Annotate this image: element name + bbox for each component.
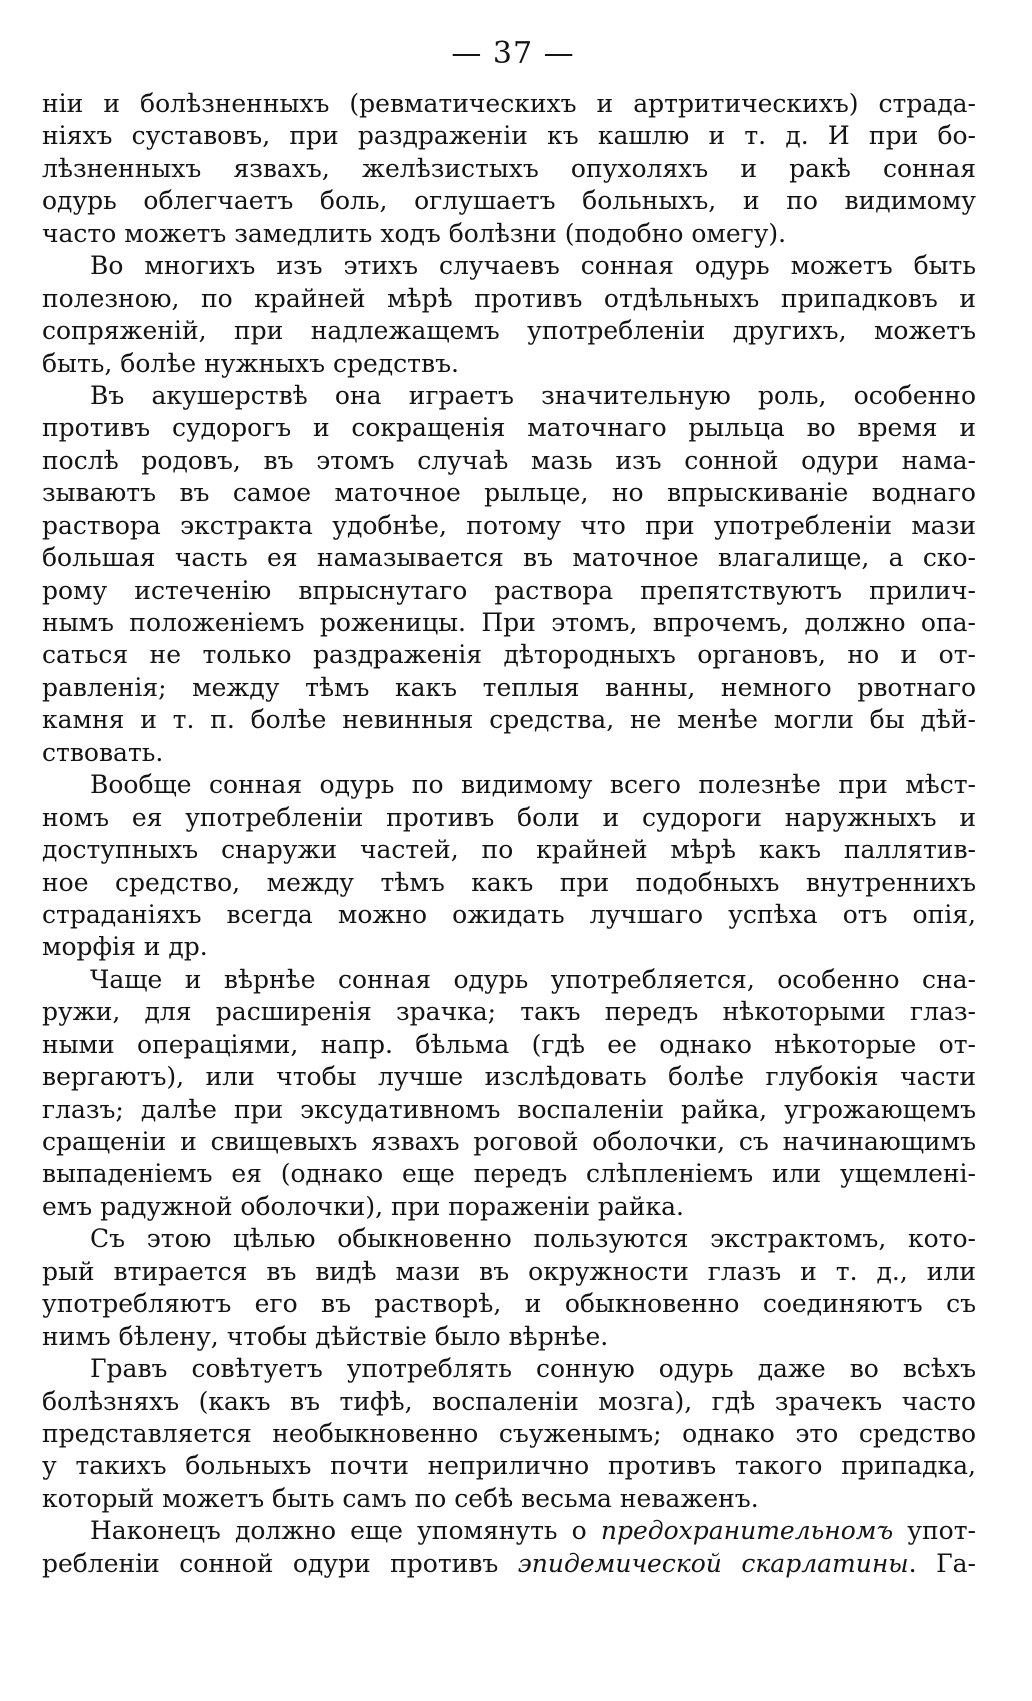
text-line: равленія; между тѣмъ какъ теплыя ванны, немного рвотнаго xyxy=(42,672,976,702)
text-line: у такихъ больныхъ почти неприлично противъ такого припадка, xyxy=(42,1451,976,1481)
text-line: Во многихъ изъ этихъ случаевъ сонная одурь можетъ быть xyxy=(90,251,976,281)
text-line: Съ этою цѣлью обыкновенно пользуются экстрактомъ, кото- xyxy=(90,1224,976,1254)
italic-phrase: предохранительномъ xyxy=(600,1516,894,1546)
text-line: рому истеченію впрыснутаго раствора препятствуютъ прилич- xyxy=(42,575,976,605)
text-line: номъ ея употребленіи противъ боли и судороги наружныхъ и xyxy=(42,802,976,832)
paragraph-3 xyxy=(42,380,976,769)
text-line: саться не только раздраженія дѣтородныхъ органовъ, но и от- xyxy=(42,640,976,670)
body-text xyxy=(42,88,976,1580)
text-line: лѣзненныхъ язвахъ, желѣзистыхъ опухоляхъ и ракѣ сонная xyxy=(42,153,976,183)
text-line: вергаютъ), или чтобы лучше изслѣдовать болѣе глубокія части xyxy=(42,1062,976,1092)
text-line: ружи, для расширенія зрачка; такъ передъ нѣкоторыми глаз- xyxy=(42,997,976,1027)
text-line: ное средство, между тѣмъ какъ при подобныхъ внутреннихъ xyxy=(42,867,976,897)
text-line: представляется необыкновенно съуженымъ; однако это средство xyxy=(42,1418,976,1448)
paragraph-7 xyxy=(42,1353,976,1515)
text-line: употребляютъ его въ растворѣ, и обыкновенно соединяютъ съ xyxy=(42,1289,976,1319)
paragraph-1 xyxy=(42,88,976,250)
text-line: рый втирается въ видѣ мази въ окружности глазъ и т. д., или xyxy=(42,1256,976,1286)
text-line: большая часть ея намазывается въ маточное влагалище, а ско- xyxy=(42,543,976,573)
paragraph-5 xyxy=(42,964,976,1224)
paragraph-8 xyxy=(42,1515,976,1580)
text-line: глазъ; далѣе при эксудативномъ воспаленіи райка, угрожающемъ xyxy=(42,1094,976,1124)
text-line: противъ судорогъ и сокращенія маточнаго рыльца во время и xyxy=(42,413,976,443)
text-line: ными операціями, напр. бѣльма (гдѣ ее однако нѣкоторые от- xyxy=(42,1029,976,1059)
text-line: одурь облегчаетъ боль, оглушаетъ больныхъ, и по видимому xyxy=(42,186,976,216)
page-number: — 37 — xyxy=(451,36,575,71)
text-line: ребленіи сонной одури противъ эпидемической скарлатины. Га- xyxy=(42,1548,976,1578)
text-line: Въ акушерствѣ она играетъ значительную роль, особенно xyxy=(90,380,976,410)
text-line: быть, болѣе нужныхъ средствъ. xyxy=(42,348,459,378)
text-line: сопряженій, при надлежащемъ употребленіи другихъ, можетъ xyxy=(42,316,976,346)
text-line: раствора экстракта удобнѣе, потому что при употребленіи мази xyxy=(42,510,976,540)
paragraph-2 xyxy=(42,250,976,380)
italic-phrase: эпидемической скарлатины xyxy=(517,1548,909,1578)
text-line: доступныхъ снаружи частей, по крайней мѣрѣ какъ паллятив- xyxy=(42,835,976,865)
text-line: морфія и др. xyxy=(42,932,208,962)
paragraph-4 xyxy=(42,769,976,964)
text-line: Вообще сонная одурь по видимому всего полезнѣе при мѣст- xyxy=(90,770,976,800)
text-line: зываютъ въ самое маточное рыльце, но впрыскиваніе воднаго xyxy=(42,478,976,508)
text-line: емъ радужной оболочки), при пораженіи райка. xyxy=(42,1191,684,1221)
text-line: болѣзняхъ (какъ въ тифѣ, воспаленіи мозга), гдѣ зрачекъ часто xyxy=(42,1386,976,1416)
text-line: нимъ бѣлену, чтобы дѣйствіе было вѣрнѣе. xyxy=(42,1321,609,1351)
text-line: ніи и болѣзненныхъ (ревматическихъ и артритическихъ) страда- xyxy=(42,89,976,118)
text-line: сращеніи и свищевыхъ язвахъ роговой оболочки, съ начинающимъ xyxy=(42,1127,976,1156)
text-line: Наконецъ должно еще упомянуть о предохранительномъ упот- xyxy=(90,1516,976,1546)
text-line: послѣ родовъ, въ этомъ случаѣ мазь изъ сонной одури нама- xyxy=(42,445,976,475)
text-line: Чаще и вѣрнѣе сонная одурь употребляется, особенно сна- xyxy=(90,964,976,994)
text-line: камня и т. п. болѣе невинныя средства, не менѣе могли бы дѣй- xyxy=(42,705,976,735)
text-line: Гравъ совѣтуетъ употреблять сонную одурь даже во всѣхъ xyxy=(90,1354,976,1384)
text-line: нымъ положеніемъ роженицы. При этомъ, впрочемъ, должно опа- xyxy=(42,608,976,637)
text-line: выпаденіемъ ея (однако еще передъ слѣпленіемъ или ущемлені- xyxy=(42,1159,976,1189)
text-line: ствовать. xyxy=(42,737,164,767)
text-line: полезною, по крайней мѣрѣ противъ отдѣльныхъ припадковъ и xyxy=(42,283,976,313)
text-line: часто можетъ замедлить ходъ болѣзни (подобно омегу). xyxy=(42,218,787,248)
text-line: который можетъ быть самъ по себѣ весьма неваженъ. xyxy=(42,1483,759,1513)
text-line: ніяхъ суставовъ, при раздраженіи къ кашлю и т. д. И при бо- xyxy=(42,121,976,151)
text-line: страданіяхъ всегда можно ожидать лучшаго успѣха отъ опія, xyxy=(42,899,976,929)
paragraph-6 xyxy=(42,1223,976,1353)
